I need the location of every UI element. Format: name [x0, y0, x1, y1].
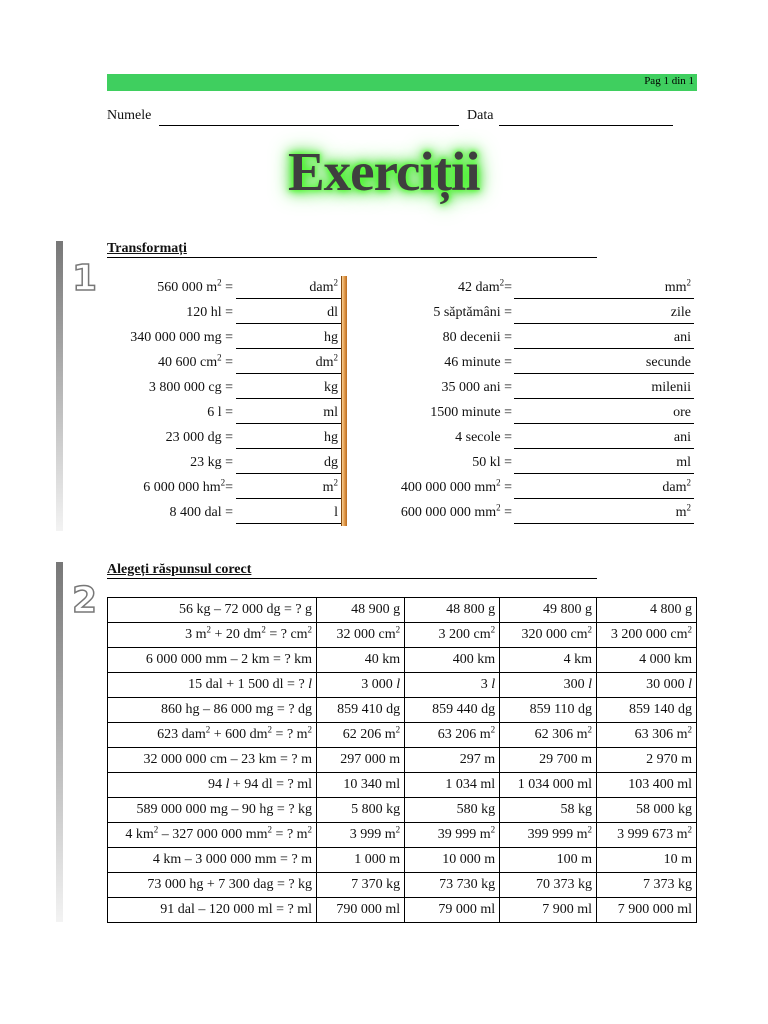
answer-option[interactable]: 58 kg [500, 798, 597, 823]
answer-option[interactable]: 100 m [500, 848, 597, 873]
answer-option[interactable]: 5 800 kg [317, 798, 405, 823]
left-conversion-question: 8 400 dal = [169, 505, 233, 520]
answer-option[interactable]: 7 900 ml [500, 898, 597, 923]
quiz-question: 623 dam$^2$ + 600 $dm^2$ = ? $m^2$ [108, 723, 317, 748]
quiz-question: 32 000 000 cm – 23 km = ? m [108, 748, 317, 773]
unit-label: dam$^2$ [309, 277, 338, 295]
unit-label: zile [670, 305, 691, 320]
section-2-number: 2 [72, 580, 98, 621]
right-answer-line[interactable] [514, 504, 694, 524]
quiz-question: 91 dal – 120 000 ml = ? ml [108, 898, 317, 923]
left-conversion-question: 23 000 dg = [165, 430, 233, 445]
answer-option[interactable]: 70 373 kg [500, 873, 597, 898]
quiz-question: 15 dal + 1 500 dl = ? l [108, 673, 317, 698]
left-conversion-question: 560 000 $m^2$ = [157, 277, 233, 295]
right-conversion-question: 46 minute = [444, 355, 512, 370]
quiz-question: 94 l + 94 dl = ? ml [108, 773, 317, 798]
quiz-question: 860 hg – 86 000 mg = ? dg [108, 698, 317, 723]
left-answer-line[interactable] [236, 429, 341, 449]
unit-label: dl [327, 305, 338, 320]
section-1-number: 1 [72, 258, 98, 299]
answer-option[interactable]: 10 340 ml [317, 773, 405, 798]
right-answer-line[interactable] [514, 454, 694, 474]
answer-option[interactable]: 103 400 ml [597, 773, 697, 798]
quiz-question: 6 000 000 mm – 2 km = ? km [108, 648, 317, 673]
quiz-row [108, 898, 697, 923]
left-conversion-question: 23 kg = [190, 455, 233, 470]
section-1-heading: Transformați [107, 241, 597, 258]
left-conversion-question: 6 000 000 $hm^2=$ [143, 477, 233, 495]
right-conversion-question: 4 secole = [455, 430, 512, 445]
right-answer-line[interactable] [514, 304, 694, 324]
unit-label: ore [673, 405, 691, 420]
answer-option[interactable]: 790 000 ml [317, 898, 405, 923]
answer-option[interactable]: 7 900 000 ml [597, 898, 697, 923]
left-answer-line[interactable] [236, 354, 341, 374]
answer-option[interactable]: 400 km [405, 648, 500, 673]
answer-option[interactable]: 3 000 l [317, 673, 405, 698]
answer-option[interactable]: 49 800 g [500, 598, 597, 623]
answer-option[interactable]: 58 000 kg [597, 798, 697, 823]
answer-option[interactable]: 62 306 $m^2$ [500, 723, 597, 748]
right-conversion-question: 80 decenii = [442, 330, 512, 345]
answer-option[interactable]: 859 110 dg [500, 698, 597, 723]
answer-option[interactable]: 40 km [317, 648, 405, 673]
left-answer-line[interactable] [236, 479, 341, 499]
answer-option[interactable]: 10 m [597, 848, 697, 873]
answer-option[interactable]: 297 000 m [317, 748, 405, 773]
multiple-choice-table [107, 597, 697, 923]
right-conversion-question: 50 kl = [472, 455, 512, 470]
unit-label: ani [673, 430, 691, 445]
right-conversion-question: 5 săptămâni = [433, 305, 512, 320]
right-answer-line[interactable] [514, 429, 694, 449]
quiz-question: 3 $m^2 + 20$ $dm^2$ = ? $cm^2$ [108, 623, 317, 648]
answer-option[interactable]: 63 306 $m^2$ [597, 723, 697, 748]
answer-option[interactable]: 3 l [405, 673, 500, 698]
right-conversion-question: 35 000 ani = [441, 380, 512, 395]
quiz-question: 73 000 hg + 7 300 dag = ? kg [108, 873, 317, 898]
answer-option[interactable]: 3 200 000 $cm^2$ [597, 623, 697, 648]
quiz-row [108, 848, 697, 873]
answer-option[interactable]: 297 m [405, 748, 500, 773]
answer-option[interactable]: 4 800 g [597, 598, 697, 623]
section-2-heading: Alegeți răspunsul corect [107, 562, 597, 579]
page-number: Pag 1 din 1 [644, 75, 694, 87]
right-answer-line[interactable] [514, 329, 694, 349]
answer-option[interactable]: 48 800 g [405, 598, 500, 623]
quiz-row [108, 723, 697, 748]
answer-option[interactable]: 320 000 $cm^2$ [500, 623, 597, 648]
left-conversion-question: 340 000 000 mg = [130, 330, 233, 345]
answer-option[interactable]: 7 370 kg [317, 873, 405, 898]
section-1-sidebar [56, 241, 63, 531]
quiz-row [108, 773, 697, 798]
answer-option[interactable]: 1 034 000 ml [500, 773, 597, 798]
answer-option[interactable]: 7 373 kg [597, 873, 697, 898]
answer-option[interactable]: 48 900 g [317, 598, 405, 623]
unit-label: $mm^2$ [664, 277, 691, 295]
answer-option[interactable]: 1 000 m [317, 848, 405, 873]
page-header-bar [107, 74, 697, 91]
right-answer-line[interactable] [514, 279, 694, 299]
quiz-row [108, 598, 697, 623]
page-title: Exerciții [288, 141, 480, 202]
quiz-row [108, 623, 697, 648]
answer-option[interactable]: 4 000 km [597, 648, 697, 673]
answer-option[interactable]: 3 200 $cm^2$ [405, 623, 500, 648]
unit-label: $dm^2$ [315, 352, 338, 370]
quiz-row [108, 748, 697, 773]
unit-label: dg [324, 455, 338, 470]
unit-label: ani [673, 330, 691, 345]
answer-option[interactable]: 29 700 m [500, 748, 597, 773]
quiz-row [108, 673, 697, 698]
left-answer-line[interactable] [236, 504, 341, 524]
right-answer-line[interactable] [514, 354, 694, 374]
left-conversion-question: 40 600 $cm^2$ = [157, 352, 233, 370]
answer-option[interactable]: 399 999 $m^2$ [500, 823, 597, 848]
left-answer-line[interactable] [236, 454, 341, 474]
unit-label: ml [676, 455, 691, 470]
left-conversion-question: 6 l = [207, 405, 233, 420]
answer-option[interactable]: 859 140 dg [597, 698, 697, 723]
quiz-question: 4 km – 3 000 000 mm = ? m [108, 848, 317, 873]
answer-option[interactable]: 39 999 $m^2$ [405, 823, 500, 848]
quiz-row [108, 698, 697, 723]
name-field[interactable] [159, 125, 459, 126]
right-conversion-question: 600 000 000 $mm^2$ = [400, 502, 512, 520]
unit-label: hg [324, 430, 338, 445]
quiz-row [108, 798, 697, 823]
answer-option[interactable]: 859 410 dg [317, 698, 405, 723]
right-conversion-question: 400 000 000 $mm^2$ = [400, 477, 512, 495]
answer-option[interactable]: 580 kg [405, 798, 500, 823]
answer-option[interactable]: 3 999 $m^2$ [317, 823, 405, 848]
answer-option[interactable]: 62 206 $m^2$ [317, 723, 405, 748]
left-answer-line[interactable] [236, 329, 341, 349]
answer-option[interactable]: 4 km [500, 648, 597, 673]
answer-option[interactable]: 859 440 dg [405, 698, 500, 723]
answer-option[interactable]: 63 206 $m^2$ [405, 723, 500, 748]
unit-label: dam$^2$ [662, 477, 691, 495]
right-conversion-question: 1500 minute = [430, 405, 512, 420]
left-answer-line[interactable] [236, 379, 341, 399]
right-answer-line[interactable] [514, 404, 694, 424]
quiz-row [108, 648, 697, 673]
ruler-divider [341, 276, 347, 526]
right-answer-line[interactable] [514, 379, 694, 399]
left-conversion-question: 120 hl = [186, 305, 233, 320]
unit-label: $m^2$ [322, 477, 338, 495]
left-answer-line[interactable] [236, 279, 341, 299]
quiz-row [108, 873, 697, 898]
answer-option[interactable]: 32 000 $cm^2$ [317, 623, 405, 648]
right-answer-line[interactable] [514, 479, 694, 499]
unit-label: secunde [645, 355, 691, 370]
answer-option[interactable]: 2 970 m [597, 748, 697, 773]
left-conversion-question: 3 800 000 cg = [148, 380, 233, 395]
date-label: Data [467, 108, 494, 123]
quiz-row [108, 823, 697, 848]
left-answer-line[interactable] [236, 304, 341, 324]
unit-label: hg [324, 330, 338, 345]
right-conversion-question: 42 dam$^2$= [457, 277, 512, 295]
unit-label: kg [324, 380, 338, 395]
answer-option[interactable]: 10 000 m [405, 848, 500, 873]
unit-label: ml [323, 405, 338, 420]
section-2-sidebar [56, 562, 63, 922]
left-answer-line[interactable] [236, 404, 341, 424]
answer-option[interactable]: 1 034 ml [405, 773, 500, 798]
answer-option[interactable]: 300 l [500, 673, 597, 698]
answer-option[interactable]: 73 730 kg [405, 873, 500, 898]
unit-label: $m^2$ [675, 502, 691, 520]
answer-option[interactable]: 3 999 673 $m^2$ [597, 823, 697, 848]
answer-option[interactable]: 79 000 ml [405, 898, 500, 923]
answer-option[interactable]: 30 000 l [597, 673, 697, 698]
date-field[interactable] [499, 125, 673, 126]
name-label: Numele [107, 108, 152, 123]
quiz-question: 56 kg – 72 000 dg = ? g [108, 598, 317, 623]
unit-label: l [334, 505, 338, 520]
unit-label: milenii [651, 380, 691, 395]
quiz-question: 589 000 000 mg – 90 hg = ? kg [108, 798, 317, 823]
quiz-question: 4 $km^2 - 327$ 000 000 $mm^2$ = ? $m^2$ [108, 823, 317, 848]
